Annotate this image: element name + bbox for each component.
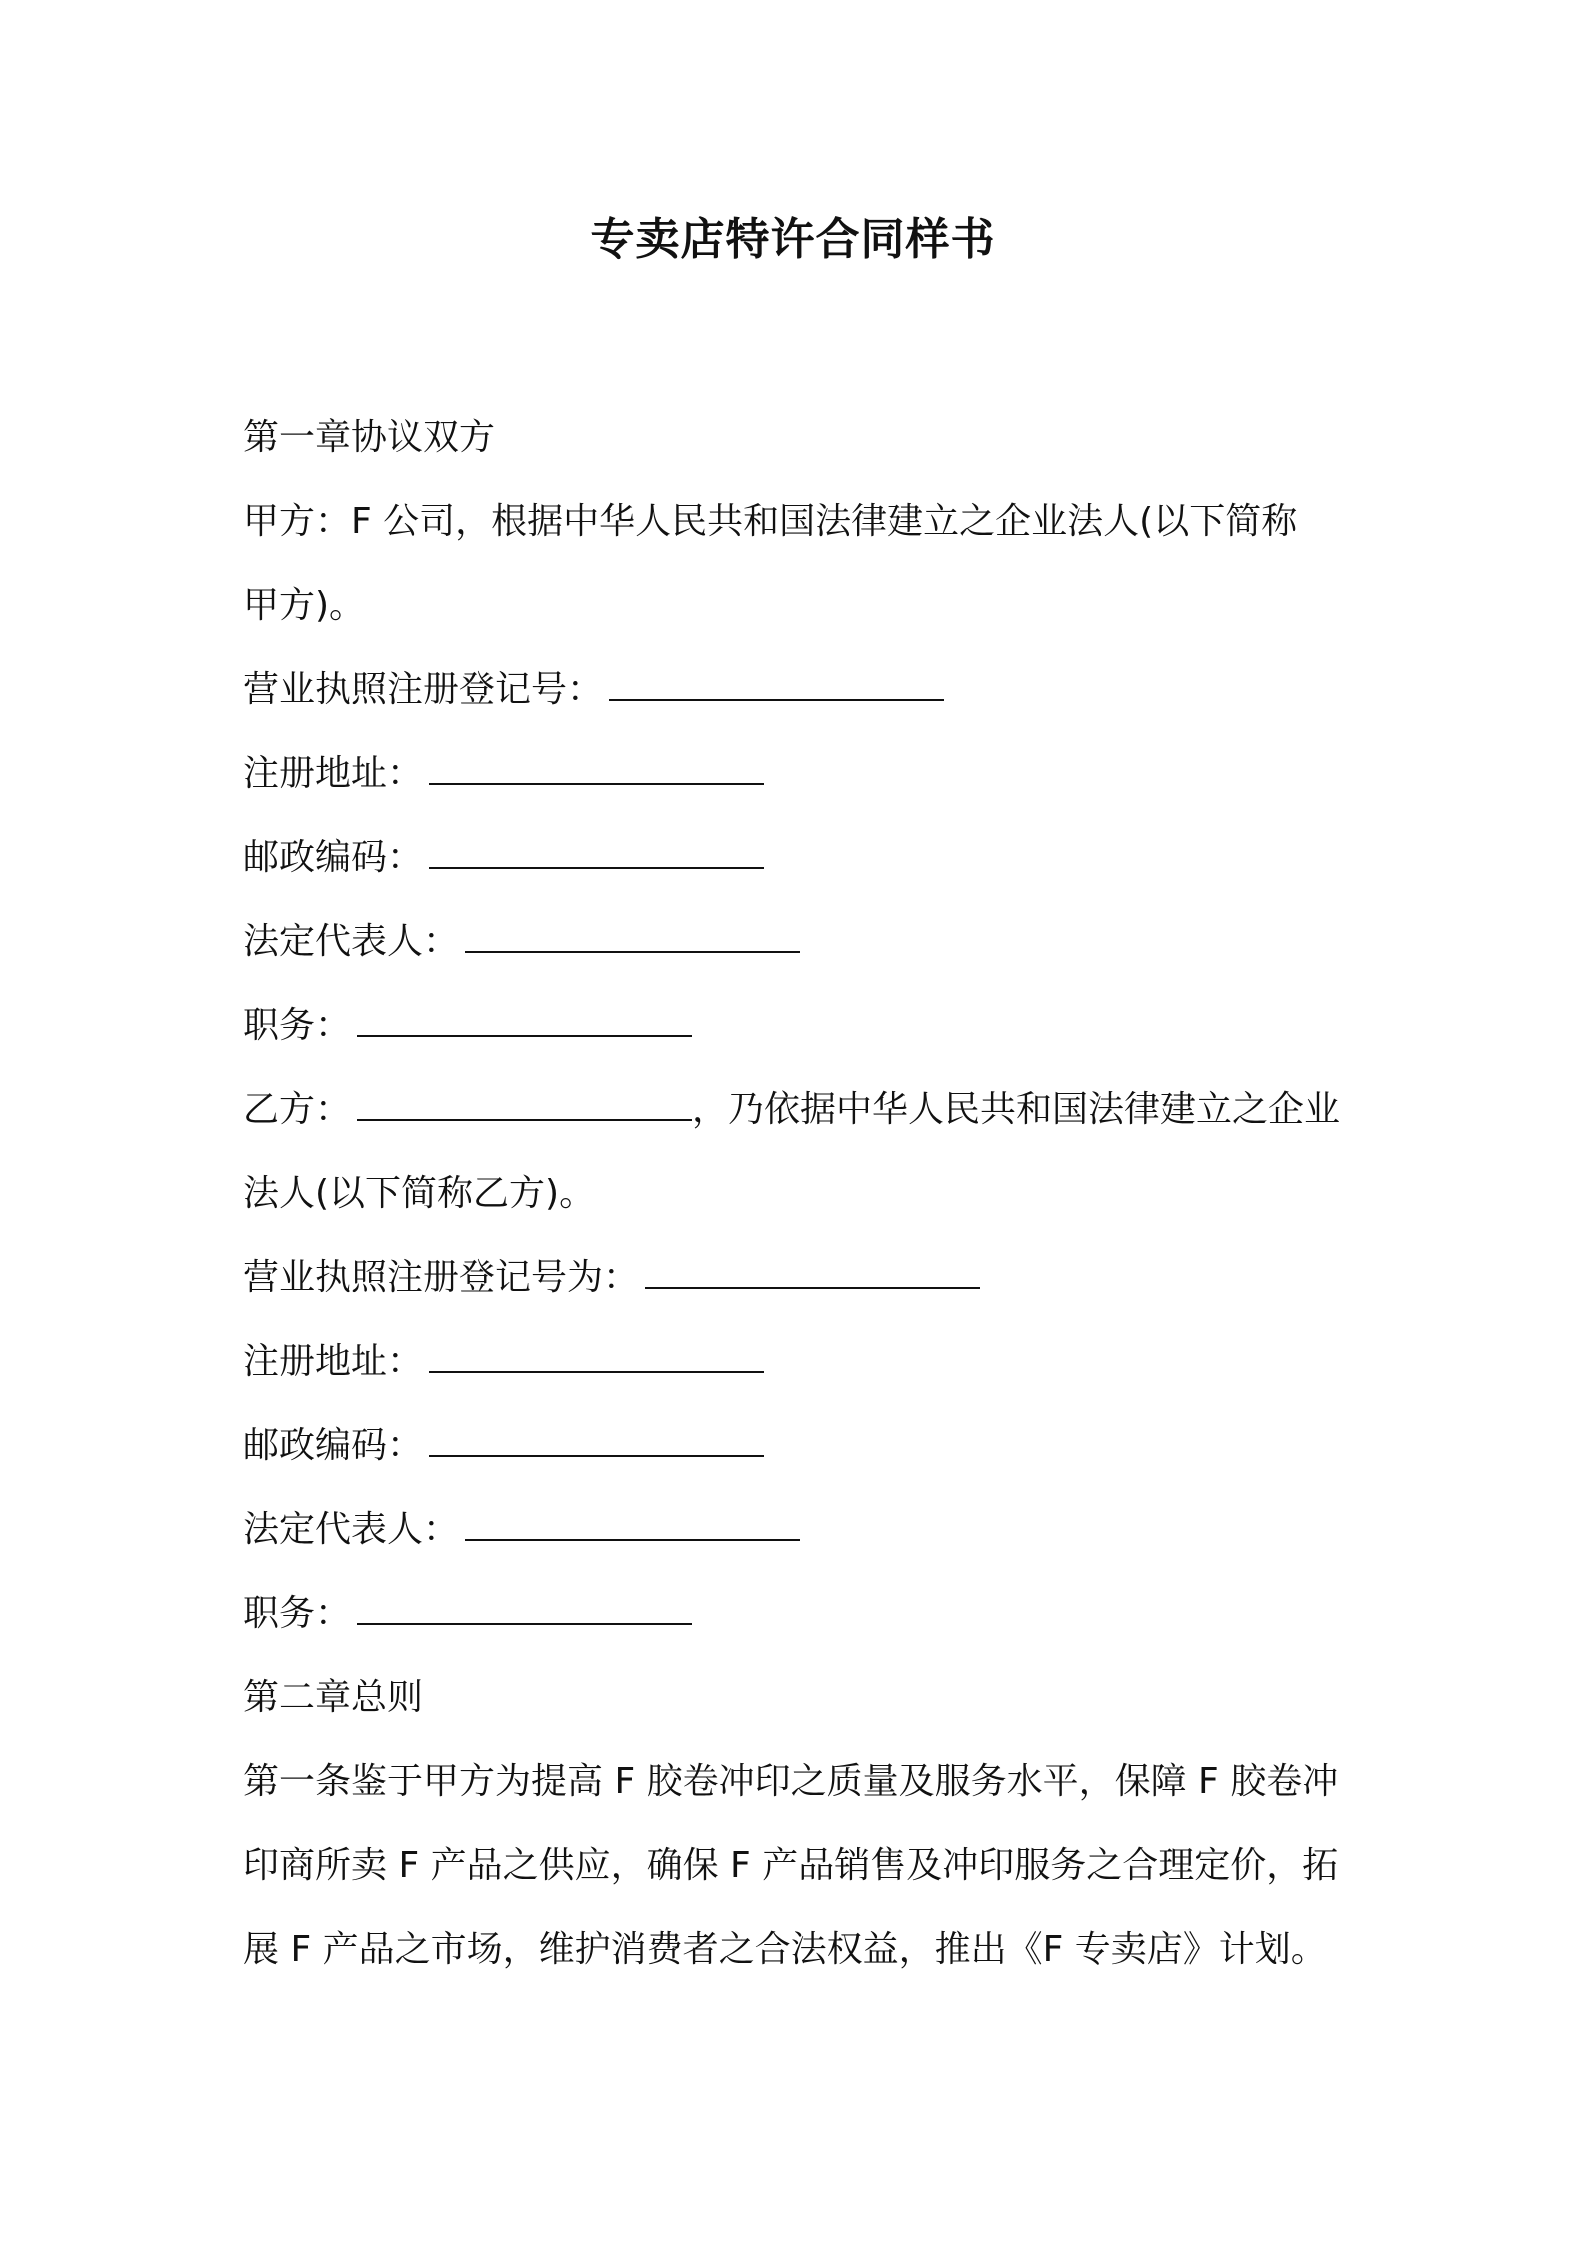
article-line: 展 F 产品之市场，维护消费者之合法权益，推出《F 专卖店》计划。 (243, 1929, 1327, 1970)
field-label: 营业执照注册登记号： (243, 669, 604, 710)
chapter-heading: 第一章协议双方 (243, 417, 496, 458)
field-label: 职务： (243, 1005, 352, 1046)
article-line: 第一条鉴于甲方为提高 F 胶卷冲印之质量及服务水平，保障 F 胶卷冲 (243, 1761, 1339, 1802)
field-label: 乙方： (243, 1089, 352, 1130)
party-a-rep-field (243, 918, 800, 966)
fill-in-blank (465, 921, 800, 953)
field-label: 法定代表人： (243, 1509, 460, 1550)
party-a-intro: 甲方：F 公司，根据中华人民共和国法律建立之企业法人(以下简称 (243, 501, 1298, 542)
party-a-address-field (243, 750, 764, 798)
party-b-postcode-field (243, 1422, 764, 1470)
fill-in-blank (429, 753, 764, 785)
field-label: 职务： (243, 1593, 352, 1634)
field-label: 邮政编码： (243, 1425, 424, 1466)
party-b-reg-no-field (243, 1254, 980, 1302)
field-label: 注册地址： (243, 753, 424, 794)
fill-in-blank (429, 1341, 764, 1373)
field-label: 营业执照注册登记号为： (243, 1257, 640, 1298)
chapter-heading: 第二章总则 (243, 1677, 424, 1718)
field-label: 邮政编码： (243, 837, 424, 878)
party-a-reg-no-field (243, 666, 944, 714)
fill-in-blank (429, 1425, 764, 1457)
party-a-postcode-field (243, 834, 764, 882)
party-a-intro-cont: 甲方)。 (243, 585, 366, 626)
fill-in-blank (357, 1089, 692, 1121)
fill-in-blank (429, 837, 764, 869)
field-label: 法定代表人： (243, 921, 460, 962)
party-b-address-field (243, 1338, 764, 1386)
fill-in-blank (645, 1257, 980, 1289)
party-b-intro (243, 1086, 1340, 1134)
article-line: 印商所卖 F 产品之供应，确保 F 产品销售及冲印服务之合理定价，拓 (243, 1845, 1339, 1886)
party-b-intro-text: ，乃依据中华人民共和国法律建立之企业 (692, 1089, 1341, 1130)
document-title: 专卖店特许合同样书 (590, 214, 996, 265)
party-a-position-field (243, 1002, 692, 1050)
fill-in-blank (357, 1005, 692, 1037)
fill-in-blank (357, 1593, 692, 1625)
party-b-rep-field (243, 1506, 800, 1554)
fill-in-blank (465, 1509, 800, 1541)
party-b-intro-cont: 法人(以下简称乙方)。 (243, 1173, 596, 1214)
field-label: 注册地址： (243, 1341, 424, 1382)
party-b-position-field (243, 1590, 692, 1638)
fill-in-blank (609, 669, 944, 701)
